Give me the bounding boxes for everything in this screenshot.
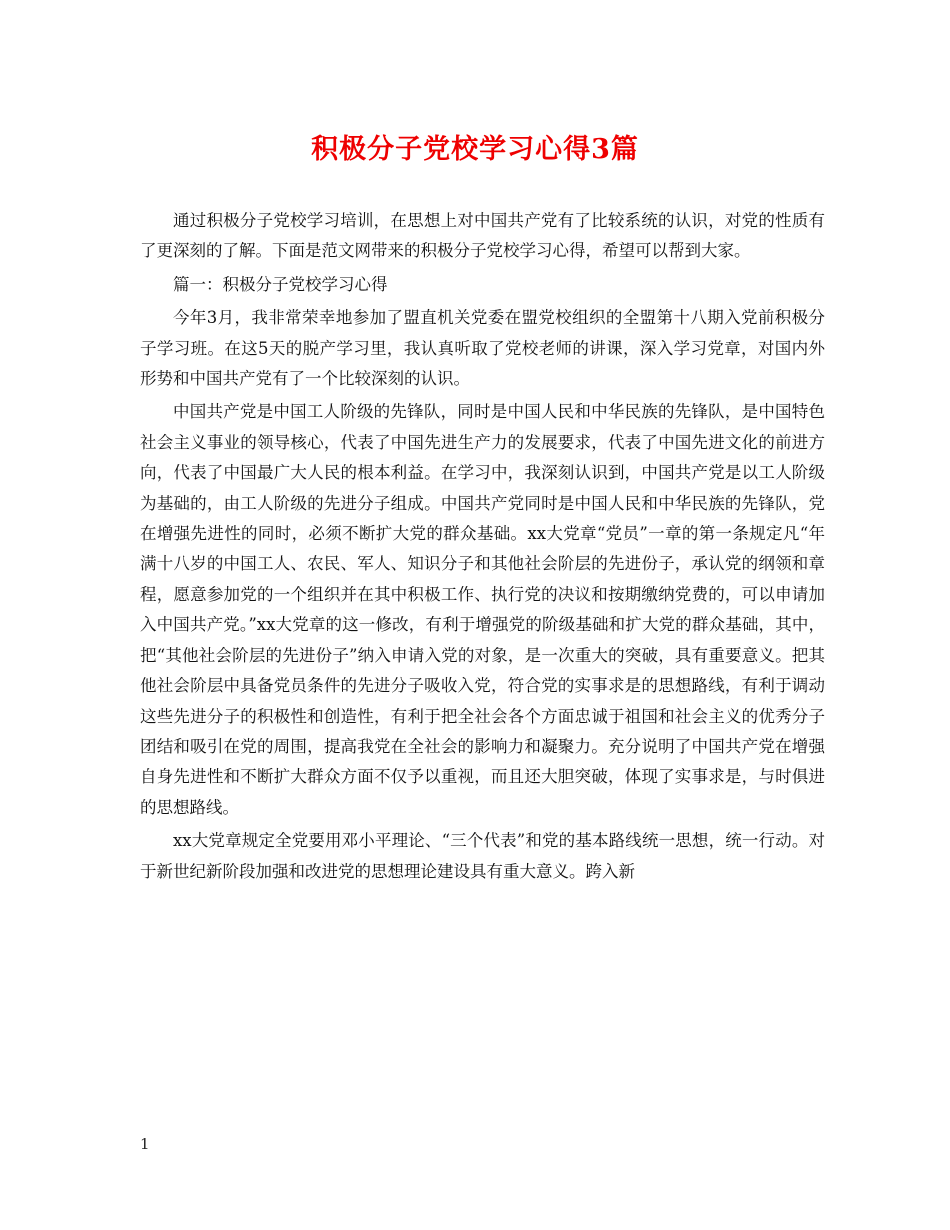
page-number: 1 [140,1135,150,1153]
document-title: 积极分子党校学习心得3篇 [311,134,639,165]
body-paragraph: 中国共产党是中国工人阶级的先锋队，同时是中国人民和中华民族的先锋队，是中国特色社会主义事业的领导核心，代表了中国先进生产力的发展要求，代表了中国先进文化的前进方向，代表了中国最广大人民的根本利益。在学习中，我深刻认识到，中国共产党是以工人阶级为基础的，由工人阶级的先进分子组成。中国共产党同时是中国人民和中华民族的先锋队，党在增强先进性的同时，必须不断扩大党的群众基础。xx大党章“党员”一章的第一条规定凡“年满十八岁的中国工人、农民、军人、知识分子和其他社会阶层的先进份子，承认党的纲领和章程，愿意参加党的一个组织并在其中积极工作、执行党的决议和按期缴纳党费的，可以申请加入中国共产党。”xx大党章的这一修改，有利于增强党的阶级基础和扩大党的群众基础，其中，把“其他社会阶层的先进份子”纳入申请入党的对象，是一次重大的突破，具有重要意义。把其他社会阶层中具备党员条件的先进分子吸收入党，符合党的实事求是的思想路线，有利于调动这些先进分子的积极性和创造性，有利于把全社会各个方面忠诚于祖国和社会主义的优秀分子团结和吸引在党的周围，提高我党在全社会的影响力和凝聚力。充分说明了中国共产党在增强自身先进性和不断扩大群众方面不仅予以重视，而且还大胆突破，体现了实事求是，与时俱进的思想路线。 [140,402,825,817]
body-paragraph: xx大党章规定全党要用邓小平理论、“三个代表”和党的基本路线统一思想，统一行动。对于新世纪新阶段加强和改进党的思想理论建设具有重大意义。跨入新 [140,831,825,881]
body-paragraph: 今年3月，我非常荣幸地参加了盟直机关党委在盟党校组织的全盟第十八期入党前积极分子学习班。在这5天的脱产学习里，我认真听取了党校老师的讲课，深入学习党章，对国内外形势和中国共产党有了一个比较深刻的认识。 [140,308,825,389]
section-heading: 篇一：积极分子党校学习心得 [173,274,388,294]
document-body [140,206,825,890]
intro-paragraph: 通过积极分子党校学习培训，在思想上对中国共产党有了比较系统的认识，对党的性质有了更深刻的了解。下面是范文网带来的积极分子党校学习心得，希望可以帮到大家。 [140,211,825,261]
